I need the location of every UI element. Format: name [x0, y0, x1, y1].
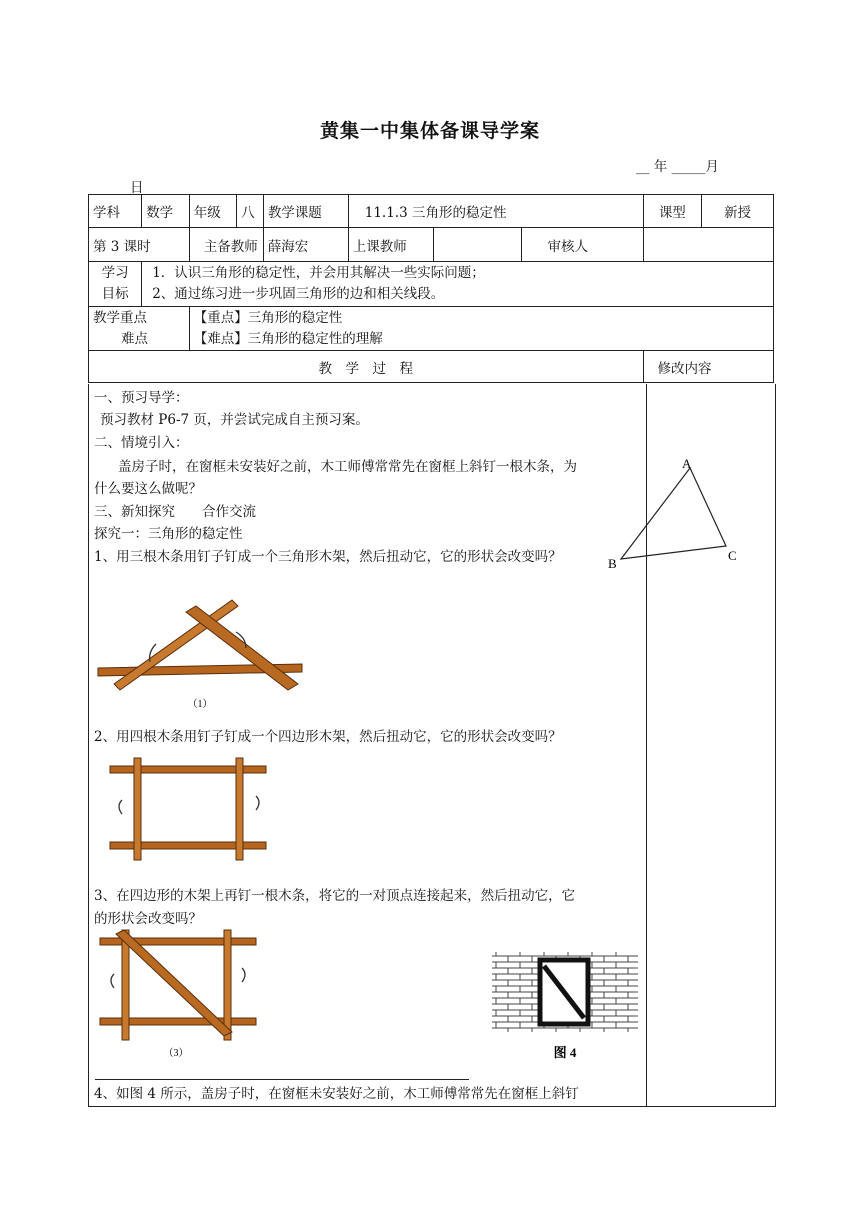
goal-item: 2、通过练习进一步巩固三角形的边和相关线段。	[152, 286, 445, 302]
focus-label-line1: 教学重点	[93, 309, 147, 326]
focus-difficult: 【难点】三角形的稳定性的理解	[193, 330, 383, 347]
lead-teacher-value: 薛海宏	[263, 228, 348, 262]
wood-plank	[186, 606, 298, 690]
goals-label	[89, 262, 142, 307]
focus-label-line2: 难点	[121, 330, 148, 347]
goals-label-line1: 学习	[101, 265, 129, 281]
rotate-arrow-icon	[242, 968, 245, 982]
figure-4-caption: 图 4	[553, 1045, 577, 1060]
lead-teacher-label: 主备教师	[189, 228, 263, 262]
type-label: 课型	[643, 195, 702, 228]
rotate-arrow-icon	[256, 796, 259, 810]
reviewer-label: 审核人	[521, 228, 643, 262]
teacher-label: 上课教师	[348, 228, 433, 262]
question-2: 2、用四根木条用钉子钉成一个四边形木架，然后扭动它，它的形状会改变吗？	[94, 729, 562, 745]
reviewer-value	[643, 228, 774, 262]
grade-label: 年级	[189, 195, 236, 228]
explore-title: 探究一：三角形的稳定性	[94, 526, 243, 542]
preview-text: 预习教材 P6-7 页，并尝试完成自主预习案。	[100, 412, 369, 428]
topic-value: 11.1.3 三角形的稳定性	[348, 195, 643, 228]
figure-1-caption: （1）	[187, 699, 213, 710]
focus-key: 【重点】三角形的稳定性	[193, 309, 343, 326]
goals-content	[142, 262, 774, 307]
teacher-value	[433, 228, 521, 262]
topic-label: 教学课题	[263, 195, 348, 228]
figure-2-quadrilateral-frame	[96, 756, 276, 864]
figure-3-braced-frame	[96, 928, 266, 1064]
question-3-cont: 的形状会改变吗？	[94, 911, 202, 927]
vertex-c-label: C	[728, 548, 737, 563]
day-label: 日	[130, 180, 144, 196]
subject-value: 数学	[142, 195, 190, 228]
triangle-diagram	[596, 455, 746, 575]
wood-plank	[114, 600, 238, 690]
section-intro: 二、情境引入：	[94, 435, 189, 451]
rotate-arrow-icon	[111, 974, 114, 988]
revise-header: 修改内容	[643, 351, 774, 383]
vertex-a-label: A	[682, 456, 692, 471]
question-1: 1、用三根木条用钉子钉成一个三角形木架，然后扭动它，它的形状会改变吗？	[94, 549, 562, 565]
goal-item: 1．认识三角形的稳定性，并会用其解决一些实际问题；	[152, 265, 485, 281]
intro-text-cont: 什么要这么做呢？	[94, 481, 202, 497]
figure-3-caption: （3）	[163, 1048, 189, 1059]
subject-label: 学科	[89, 195, 142, 228]
goals-label-line2: 目标	[101, 286, 129, 302]
period-value: 第 3 课时	[89, 228, 190, 262]
triangle-shape	[621, 468, 726, 559]
wood-plank	[224, 930, 231, 1040]
vertex-b-label: B	[608, 556, 617, 571]
wood-plank	[122, 930, 129, 1040]
figure-4-window-wall	[490, 950, 640, 1062]
divider-line	[95, 1079, 469, 1080]
figure-1-triangle-frame	[96, 592, 306, 714]
info-table	[88, 194, 774, 383]
wood-plank	[134, 758, 141, 860]
question-3: 3、在四边形的木架上再钉一根木条，将它的一对顶点连接起来，然后扭动它，它	[94, 888, 576, 904]
intro-text: 盖房子时，在窗框未安装好之前，木工师傅常常先在窗框上斜钉一根木条，为	[118, 459, 577, 475]
process-header: 教 学 过 程	[89, 351, 644, 383]
section-preview: 一、预习导学：	[94, 390, 189, 406]
focus-content	[189, 307, 773, 351]
wood-plank	[236, 758, 243, 860]
date-line: __ 年 _____月	[636, 159, 719, 175]
question-4: 4、如图 4 所示，盖房子时，在窗框未安装好之前，木工师傅常常先在窗框上斜钉	[94, 1086, 579, 1102]
rotate-arrow-icon	[119, 800, 122, 814]
focus-label	[89, 307, 190, 351]
type-value: 新授	[702, 195, 774, 228]
grade-value: 八	[237, 195, 264, 228]
page-title: 黄集一中集体备课导学案	[319, 120, 540, 142]
section-explore: 三、新知探究 合作交流	[94, 504, 256, 520]
